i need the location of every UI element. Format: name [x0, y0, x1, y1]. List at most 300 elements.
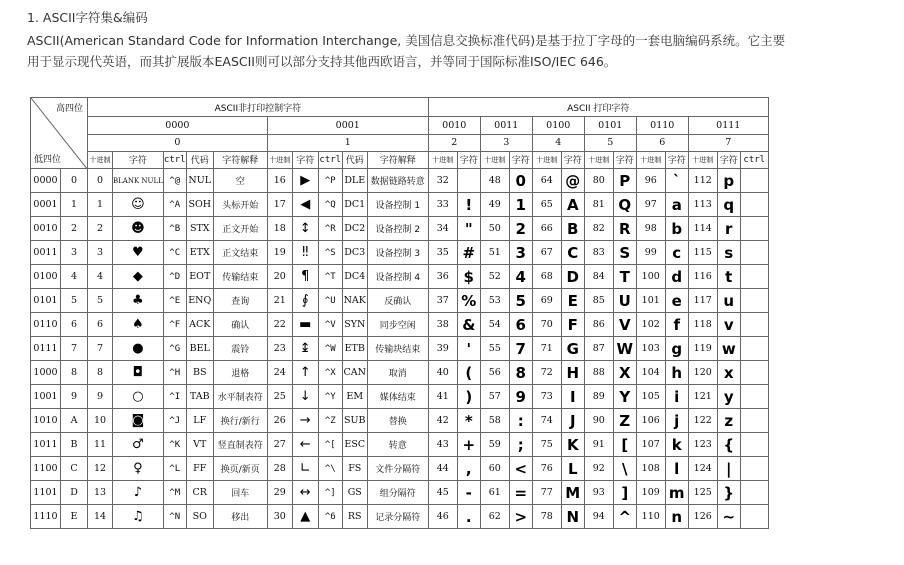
print-dec: 98: [636, 217, 665, 241]
print-char: $: [457, 265, 480, 289]
print-dec: 124: [688, 457, 717, 481]
low-hex: 9: [61, 385, 88, 409]
print-dec: 86: [584, 313, 613, 337]
print-char: m: [665, 481, 688, 505]
ctrl-explain: 文件分隔符: [367, 457, 428, 481]
print-char: X: [613, 361, 636, 385]
ctrl-key: ^L: [163, 457, 186, 481]
ctrl-key: ^N: [163, 505, 186, 529]
ctrl-char-glyph: ↔: [292, 481, 318, 505]
ctrl-char-glyph: ∮: [292, 289, 318, 313]
ctrl-key: ^Z: [318, 409, 342, 433]
print-char: Z: [613, 409, 636, 433]
low-hex: 1: [61, 193, 88, 217]
sub-char-header: 字符: [509, 151, 532, 168]
print-dec: 93: [584, 481, 613, 505]
ctrl-dec: 26: [267, 409, 292, 433]
ctrl-code: ESC: [342, 433, 367, 457]
ctrl-dec: 11: [88, 433, 113, 457]
print-dec: 55: [480, 337, 509, 361]
sub-dec-header: 十进制: [584, 151, 613, 168]
print-dec: 108: [636, 457, 665, 481]
ctrl-char-glyph: ○: [113, 385, 164, 409]
ctrl-char-glyph: ♪: [113, 481, 164, 505]
print-ctrl-empty: [740, 457, 768, 481]
print-char: e: [665, 289, 688, 313]
corner-low-label: 低四位: [34, 155, 62, 165]
ctrl-char-glyph: ▬: [292, 313, 318, 337]
table-row: [31, 313, 769, 337]
print-dec: 48: [480, 169, 509, 193]
print-char: U: [613, 289, 636, 313]
ctrl-explain: 空: [213, 169, 267, 193]
ctrl-dec: 27: [267, 433, 292, 457]
print-dec: 89: [584, 385, 613, 409]
ctrl-dec: 3: [88, 241, 113, 265]
ctrl-dec: 16: [267, 169, 292, 193]
ctrl-key: ^@: [163, 169, 186, 193]
print-char: L: [561, 457, 584, 481]
print-ctrl-empty: [740, 409, 768, 433]
print-dec: 115: [688, 241, 717, 265]
print-char: \: [613, 457, 636, 481]
ctrl-code: FF: [186, 457, 213, 481]
print-char: g: [665, 337, 688, 361]
print-ctrl-empty: [740, 337, 768, 361]
print-dec: 42: [428, 409, 457, 433]
ctrl-explain: 数据链路转意: [367, 169, 428, 193]
print-ctrl-empty: [740, 193, 768, 217]
low-bin: 0001: [31, 193, 61, 217]
print-dec: 117: [688, 289, 717, 313]
ctrl-code: EOT: [186, 265, 213, 289]
print-dec: 85: [584, 289, 613, 313]
ctrl-explain: 设备控制 4: [367, 265, 428, 289]
section-description: [27, 30, 887, 72]
low-hex: 3: [61, 241, 88, 265]
print-char: N: [561, 505, 584, 529]
low-hex: 8: [61, 361, 88, 385]
ctrl-code: DC4: [342, 265, 367, 289]
print-dec: 39: [428, 337, 457, 361]
high-dec-4: 4: [532, 134, 584, 151]
high-bin-5: 0101: [584, 117, 636, 134]
print-dec: 75: [532, 433, 561, 457]
print-char: [: [613, 433, 636, 457]
print-char: [457, 169, 480, 193]
ctrl-key: ^H: [163, 361, 186, 385]
print-char: ]: [613, 481, 636, 505]
ctrl-char-glyph: ◙: [113, 409, 164, 433]
print-char: `: [665, 169, 688, 193]
print-dec: 107: [636, 433, 665, 457]
ctrl-code: VT: [186, 433, 213, 457]
ctrl-dec: 14: [88, 505, 113, 529]
ctrl-code: SOH: [186, 193, 213, 217]
table-row: [31, 337, 769, 361]
high-dec-1: 1: [267, 134, 428, 151]
print-dec: 36: [428, 265, 457, 289]
print-dec: 113: [688, 193, 717, 217]
ctrl-dec: 4: [88, 265, 113, 289]
print-char: 2: [509, 217, 532, 241]
ctrl-dec: 21: [267, 289, 292, 313]
ctrl-explain: 震铃: [213, 337, 267, 361]
print-char: v: [717, 313, 740, 337]
high-dec-0: 0: [88, 134, 268, 151]
print-char: V: [613, 313, 636, 337]
print-dec: 101: [636, 289, 665, 313]
ctrl-explain: 退格: [213, 361, 267, 385]
ctrl-dec: 29: [267, 481, 292, 505]
print-dec: 109: [636, 481, 665, 505]
ctrl-char-glyph: ↑: [292, 361, 318, 385]
low-bin: 1110: [31, 505, 61, 529]
table-row: [31, 241, 769, 265]
print-dec: 74: [532, 409, 561, 433]
table-row: [31, 169, 769, 193]
table-row: [31, 433, 769, 457]
low-bin: 1001: [31, 385, 61, 409]
print-char: +: [457, 433, 480, 457]
high-bin-4: 0100: [532, 117, 584, 134]
ctrl-char-glyph: ¶: [292, 265, 318, 289]
ctrl-explain: 水平制表符: [213, 385, 267, 409]
print-char: E: [561, 289, 584, 313]
table-row: [31, 409, 769, 433]
print-char: K: [561, 433, 584, 457]
print-ctrl-empty: [740, 169, 768, 193]
low-bin: 1101: [31, 481, 61, 505]
ctrl-dec: 30: [267, 505, 292, 529]
table-row: [31, 481, 769, 505]
print-dec: 52: [480, 265, 509, 289]
print-dec: 80: [584, 169, 613, 193]
print-dec: 92: [584, 457, 613, 481]
ctrl-key: ^B: [163, 217, 186, 241]
table-row: [31, 505, 769, 529]
print-dec: 125: [688, 481, 717, 505]
sub-char-header: 字符: [561, 151, 584, 168]
ctrl-key: ^F: [163, 313, 186, 337]
print-char: A: [561, 193, 584, 217]
print-ctrl-empty: [740, 241, 768, 265]
ctrl-dec: 20: [267, 265, 292, 289]
print-char: @: [561, 169, 584, 193]
print-dec: 91: [584, 433, 613, 457]
ctrl-char-glyph: ∟: [292, 457, 318, 481]
sub-code-header: 代码: [186, 151, 213, 168]
ctrl-dec: 1: [88, 193, 113, 217]
ctrl-dec: 7: [88, 337, 113, 361]
print-char: !: [457, 193, 480, 217]
ctrl-explain: 换页/新页: [213, 457, 267, 481]
ctrl-code: ETX: [186, 241, 213, 265]
ctrl-char-glyph: ♠: [113, 313, 164, 337]
ctrl-code: ENQ: [186, 289, 213, 313]
low-bin: 0111: [31, 337, 61, 361]
low-bin: 0000: [31, 169, 61, 193]
ctrl-explain: 设备控制 2: [367, 217, 428, 241]
ctrl-code: BEL: [186, 337, 213, 361]
print-char: 3: [509, 241, 532, 265]
ctrl-code: SUB: [342, 409, 367, 433]
ctrl-explain: 传输块结束: [367, 337, 428, 361]
ctrl-explain: 设备控制 1: [367, 193, 428, 217]
print-dec: 51: [480, 241, 509, 265]
ctrl-code: NUL: [186, 169, 213, 193]
print-dec: 38: [428, 313, 457, 337]
ctrl-key: ^V: [318, 313, 342, 337]
print-char: }: [717, 481, 740, 505]
sub-explain-header: 字符解释: [213, 151, 267, 168]
sub-char-header: 字符: [113, 151, 164, 168]
ctrl-key: ^E: [163, 289, 186, 313]
print-dec: 119: [688, 337, 717, 361]
print-dec: 60: [480, 457, 509, 481]
print-dec: 100: [636, 265, 665, 289]
sub-dec-header: 十进制: [428, 151, 457, 168]
print-char: u: [717, 289, 740, 313]
print-dec: 88: [584, 361, 613, 385]
print-dec: 37: [428, 289, 457, 313]
ctrl-dec: 12: [88, 457, 113, 481]
print-dec: 40: [428, 361, 457, 385]
print-char: C: [561, 241, 584, 265]
high-dec-7: 7: [688, 134, 768, 151]
print-dec: 64: [532, 169, 561, 193]
ctrl-dec: 5: [88, 289, 113, 313]
print-dec: 121: [688, 385, 717, 409]
print-char: i: [665, 385, 688, 409]
ctrl-key: ^J: [163, 409, 186, 433]
sub-dec-header: 十进制: [636, 151, 665, 168]
print-dec: 122: [688, 409, 717, 433]
print-dec: 114: [688, 217, 717, 241]
ctrl-key: ^M: [163, 481, 186, 505]
low-hex: A: [61, 409, 88, 433]
ctrl-char-glyph: ▲: [292, 505, 318, 529]
ctrl-key: ^I: [163, 385, 186, 409]
print-char: z: [717, 409, 740, 433]
ctrl-explain: 正文开始: [213, 217, 267, 241]
ctrl-code: LF: [186, 409, 213, 433]
ctrl-char-glyph: ♂: [113, 433, 164, 457]
print-dec: 57: [480, 385, 509, 409]
low-hex: E: [61, 505, 88, 529]
print-char: 0: [509, 169, 532, 193]
ctrl-char-glyph: ♀: [113, 457, 164, 481]
ctrl-dec: 22: [267, 313, 292, 337]
ctrl-explain: 记录分隔符: [367, 505, 428, 529]
print-char: #: [457, 241, 480, 265]
ctrl-code: SO: [186, 505, 213, 529]
print-ctrl-empty: [740, 265, 768, 289]
print-char: J: [561, 409, 584, 433]
print-dec: 90: [584, 409, 613, 433]
print-char: k: [665, 433, 688, 457]
print-char: ': [457, 337, 480, 361]
print-char: s: [717, 241, 740, 265]
sub-char-header: 字符: [717, 151, 740, 168]
group-print-header: ASCII 打印字符: [428, 98, 768, 117]
ascii-table: [30, 97, 769, 529]
print-char: w: [717, 337, 740, 361]
ctrl-explain: 组分隔符: [367, 481, 428, 505]
table-row: [31, 457, 769, 481]
ctrl-dec: 23: [267, 337, 292, 361]
print-dec: 68: [532, 265, 561, 289]
print-char: y: [717, 385, 740, 409]
ctrl-key: ^P: [318, 169, 342, 193]
sub-char-header: 字符: [457, 151, 480, 168]
low-bin: 1100: [31, 457, 61, 481]
ctrl-code: DLE: [342, 169, 367, 193]
print-char: 7: [509, 337, 532, 361]
print-char: ": [457, 217, 480, 241]
print-dec: 103: [636, 337, 665, 361]
print-dec: 49: [480, 193, 509, 217]
sub-ctrl-header: ctrl: [318, 151, 342, 168]
ctrl-code: DC3: [342, 241, 367, 265]
ctrl-char-glyph: ♥: [113, 241, 164, 265]
high-dec-3: 3: [480, 134, 532, 151]
print-dec: 99: [636, 241, 665, 265]
low-hex: 4: [61, 265, 88, 289]
sub-char-header: 字符: [613, 151, 636, 168]
ctrl-char-glyph: ↓: [292, 385, 318, 409]
print-dec: 56: [480, 361, 509, 385]
ctrl-char-glyph: ☻: [113, 217, 164, 241]
print-dec: 67: [532, 241, 561, 265]
ctrl-key: ^D: [163, 265, 186, 289]
high-bin-0: 0000: [88, 117, 268, 134]
ctrl-char-glyph: ↕: [292, 217, 318, 241]
print-ctrl-empty: [740, 217, 768, 241]
table-row: [31, 385, 769, 409]
print-char: .: [457, 505, 480, 529]
table-row: [31, 193, 769, 217]
ctrl-code: RS: [342, 505, 367, 529]
sub-code-header: 代码: [342, 151, 367, 168]
ctrl-code: ACK: [186, 313, 213, 337]
print-char: j: [665, 409, 688, 433]
print-dec: 61: [480, 481, 509, 505]
table-row: [31, 265, 769, 289]
ctrl-explain: 转意: [367, 433, 428, 457]
print-dec: 69: [532, 289, 561, 313]
print-dec: 50: [480, 217, 509, 241]
print-dec: 105: [636, 385, 665, 409]
print-dec: 46: [428, 505, 457, 529]
print-dec: 41: [428, 385, 457, 409]
print-dec: 87: [584, 337, 613, 361]
low-hex: B: [61, 433, 88, 457]
print-ctrl-empty: [740, 505, 768, 529]
sub-dec-header: 十进制: [688, 151, 717, 168]
print-char: <: [509, 457, 532, 481]
low-hex: 5: [61, 289, 88, 313]
ctrl-code: STX: [186, 217, 213, 241]
sub-ctrl-header: ctrl: [163, 151, 186, 168]
ctrl-key: ^Q: [318, 193, 342, 217]
print-char: -: [457, 481, 480, 505]
print-char: T: [613, 265, 636, 289]
print-char: ~: [717, 505, 740, 529]
print-char: b: [665, 217, 688, 241]
ctrl-char-glyph: ☺: [113, 193, 164, 217]
ctrl-explain: 传输结束: [213, 265, 267, 289]
ctrl-code: EM: [342, 385, 367, 409]
print-dec: 62: [480, 505, 509, 529]
print-ctrl-empty: [740, 289, 768, 313]
print-char: W: [613, 337, 636, 361]
description-line-2: 用于显示现代英语，而其扩展版本EASCII则可以部分支持其他西欧语言，并等同于国际标准ISO/IEC 646。: [27, 54, 617, 69]
print-char: M: [561, 481, 584, 505]
print-dec: 59: [480, 433, 509, 457]
ctrl-code: GS: [342, 481, 367, 505]
ctrl-key: ^W: [318, 337, 342, 361]
low-bin: 1010: [31, 409, 61, 433]
ctrl-explain: 查询: [213, 289, 267, 313]
ctrl-dec: 2: [88, 217, 113, 241]
print-char: F: [561, 313, 584, 337]
print-dec: 82: [584, 217, 613, 241]
print-char: r: [717, 217, 740, 241]
ctrl-char-glyph: ‼: [292, 241, 318, 265]
ctrl-char-glyph: ←: [292, 433, 318, 457]
ctrl-key: ^]: [318, 481, 342, 505]
low-bin: 1000: [31, 361, 61, 385]
ctrl-key: ^R: [318, 217, 342, 241]
low-hex: D: [61, 481, 88, 505]
print-char: %: [457, 289, 480, 313]
print-char: h: [665, 361, 688, 385]
print-dec: 65: [532, 193, 561, 217]
sub-ctrl-header: ctrl: [740, 151, 768, 168]
print-char: (: [457, 361, 480, 385]
print-char: c: [665, 241, 688, 265]
print-dec: 32: [428, 169, 457, 193]
ctrl-char-glyph: ↨: [292, 337, 318, 361]
print-char: Q: [613, 193, 636, 217]
low-bin: 0101: [31, 289, 61, 313]
sub-char-header: 字符: [292, 151, 318, 168]
ctrl-char-glyph: ▶: [292, 169, 318, 193]
ctrl-char-glyph: ♫: [113, 505, 164, 529]
print-char: ): [457, 385, 480, 409]
ctrl-key: ^G: [163, 337, 186, 361]
ctrl-char-glyph: ●: [113, 337, 164, 361]
ctrl-code: CAN: [342, 361, 367, 385]
ctrl-key: ^U: [318, 289, 342, 313]
print-dec: 97: [636, 193, 665, 217]
ctrl-explain: 反确认: [367, 289, 428, 313]
print-dec: 120: [688, 361, 717, 385]
ctrl-dec: 0: [88, 169, 113, 193]
print-char: :: [509, 409, 532, 433]
print-dec: 73: [532, 385, 561, 409]
print-char: Y: [613, 385, 636, 409]
low-hex: C: [61, 457, 88, 481]
print-dec: 102: [636, 313, 665, 337]
print-char: ,: [457, 457, 480, 481]
ctrl-code: CR: [186, 481, 213, 505]
print-ctrl-empty: [740, 481, 768, 505]
print-dec: 76: [532, 457, 561, 481]
ctrl-code: DC1: [342, 193, 367, 217]
ctrl-char-glyph: BLANK NULL: [113, 169, 164, 193]
